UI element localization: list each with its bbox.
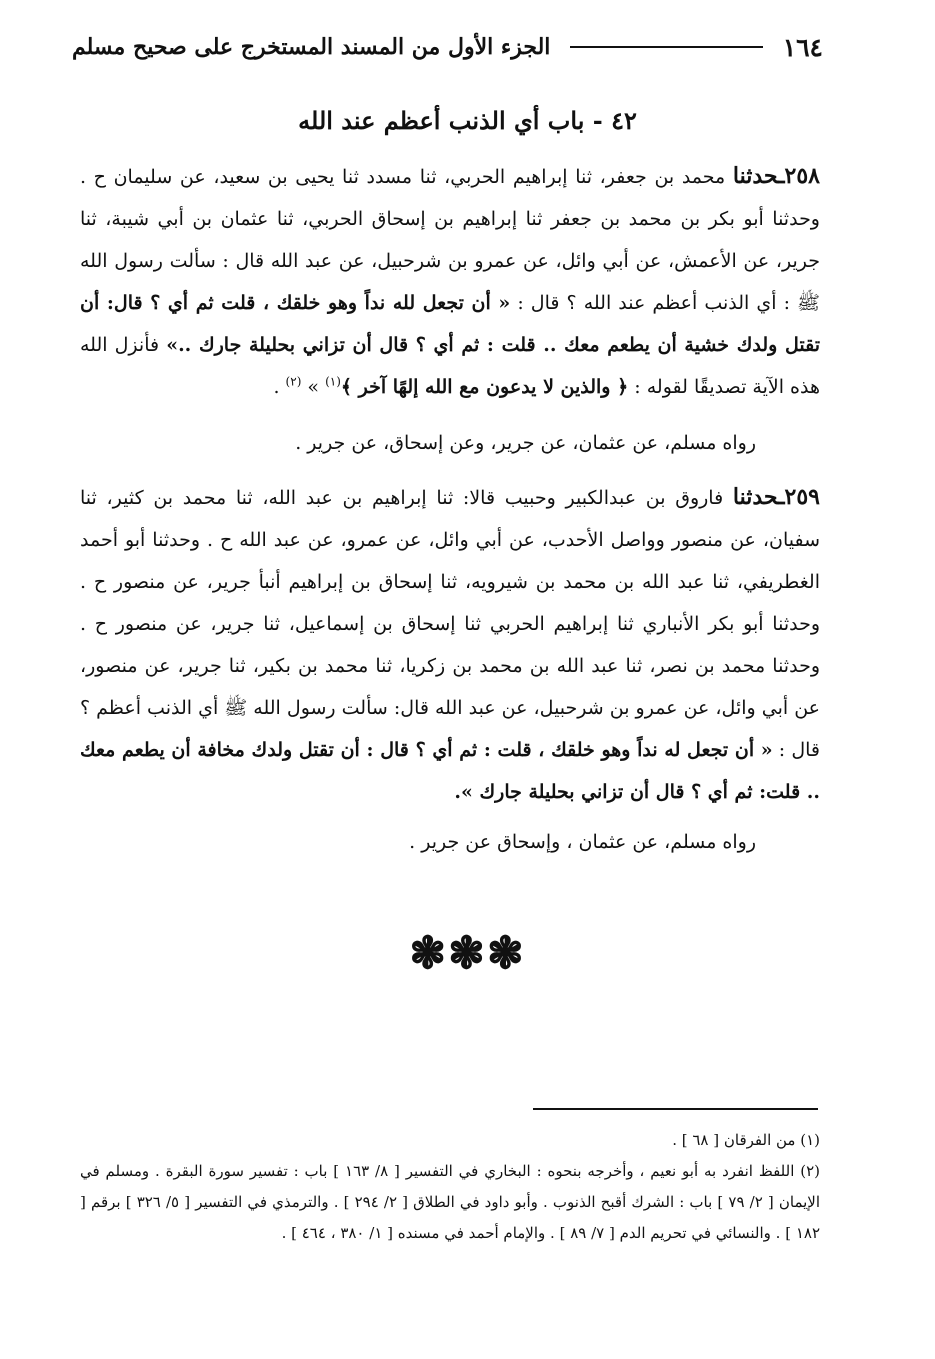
main-text: [80, 155, 820, 863]
footnote-ref-2: (٢): [285, 374, 302, 389]
quran-verse: ﴿ والذين لا يدعون مع الله إلهًا آخر ﴾: [340, 376, 629, 398]
footnote-separator: [533, 1108, 818, 1110]
running-title: الجزء الأول من المسند المستخرج على صحيح مسلم: [72, 34, 551, 60]
hadith-259: [80, 476, 820, 813]
footnote-2: (٢) اللفظ انفرد به أبو نعيم ، وأخرجه بنحوه : البخاري في التفسير [ ٨/ ١٦٣ ] باب : تفسير سورة البقرة . ومسلم في الإيمان [ ٢/ ٧٩ ] باب : الشرك أقبح الذنوب . وأبو داود في الطلاق [ ٢/ ٢٩٤ ] . والترمذي في التفسير [ ٥/ ٣٢٦ ] برقم [ ١٨٢ ] . والنسائي في تحريم الدم [ ٧/ ٨٩ ] . والإمام أحمد في مسنده [ ١/ ٣٨٠ ، ٤٦٤ ] .: [80, 1162, 821, 1242]
isnad-text: فاروق بن عبدالكبير وحبيب قالا: ثنا إبراهيم بن عبد الله، ثنا محمد بن كثير، ثنا سفيان، عن منصور وواصل الأحدب، عن أبي وائل، عن عمرو، عن عبد الله ح . وحدثنا أبو أحمد الغطريفي، ثنا عبد الله بن محمد بن شيرويه، ثنا إسحاق بن إبراهيم أنبأ جرير، عن منصور ح . وحدثنا أبو بكر الأنباري ثنا إبراهيم الحربي ثنا إسحاق بن إسماعيل، ثنا جرير، عن منصور ح . وحدثنا محمد بن نصر، ثنا عبد الله بن محمد بن زكريا، ثنا محمد بن بكير، ثنا جرير، عن منصور، عن أبي وائل، عن عمرو بن شرحبيل، عن عبد الله قال: سألت رسول الله ﷺ أي الذنب أعظم ؟ قال :: [80, 487, 820, 761]
footnote-1: (١) من الفرقان [ ٦٨ ] .: [672, 1131, 820, 1149]
chapter-title: ٤٢ - باب أي الذنب أعظم عند الله: [298, 106, 637, 135]
isnad-text: محمد بن جعفر، ثنا إبراهيم الحربي، ثنا مسدد ثنا يحيى بن سعيد، عن سليمان ح . وحدثنا أبو بكر بن محمد بن جعفر ثنا إبراهيم بن إسحاق الحربي، ثنا عثمان بن أبي شيبة، ثنا جرير، عن الأعمش، عن أبي وائل، عن عمرو بن شرحبيل، عن عبد الله قال : سألت رسول الله ﷺ : أي الذنب أعظم عند الله ؟ قال :: [80, 166, 821, 314]
footnote-ref-1: (١): [325, 374, 341, 389]
end-mark: .: [273, 376, 280, 398]
matn-quote: « أن تجعل له نداً وهو خلقك ، قلت : ثم أي ؟ قال : أن تقتل ولدك مخافة أن يطعم معك .. قلت: ثم أي ؟ قال أن تزاني بحليلة جارك ».: [80, 739, 820, 803]
haddathana-word: ـحدثنا: [732, 163, 785, 189]
riwayah-note: رواه مسلم، عن عثمان، عن جرير، وعن إسحاق، عن جرير .: [295, 432, 756, 454]
header-rule: [570, 46, 762, 48]
hadith-number: ٢٥٨: [784, 163, 820, 189]
riwayah-note: رواه مسلم، عن عثمان ، وإسحاق عن جرير .: [409, 831, 756, 853]
hadith-258: [80, 155, 820, 408]
narration-continuation: فأنزل الله هذه الآية تصديقًا لقوله :: [80, 334, 820, 398]
haddathana-word: ـحدثنا: [732, 484, 785, 510]
footnotes: [80, 1125, 820, 1249]
closing-quote-mark: »: [307, 376, 320, 398]
page-number: ١٦٤: [782, 32, 823, 62]
section-ornament: ❃❃❃: [409, 928, 526, 979]
running-header: [72, 24, 823, 70]
hadith-number: ٢٥٩: [784, 484, 820, 510]
matn-quote: « أن تجعل لله نداً وهو خلقك ، قلت ثم أي ؟ قال: أن تقتل ولدك خشية أن يطعم معك .. قلت : ثم أي ؟ قال أن تزاني بحليلة جارك ..»: [80, 292, 820, 356]
